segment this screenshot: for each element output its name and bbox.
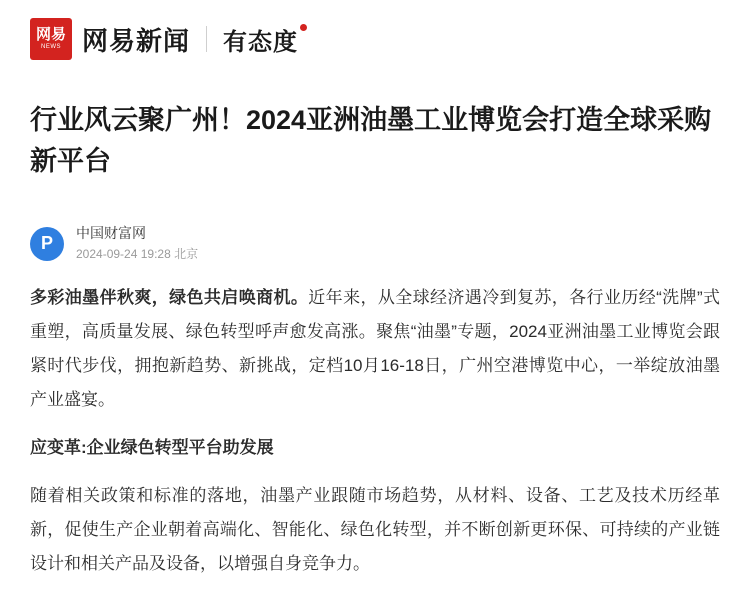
paragraph-subheading: 应变革:企业绿色转型平台助发展 — [30, 438, 274, 458]
source-name[interactable]: 中国财富网 — [76, 225, 146, 242]
logo-mark-en: NEWS — [41, 44, 61, 50]
slogan-text: 有态度 — [223, 28, 299, 56]
article-body — [0, 263, 750, 581]
site-slogan — [223, 22, 298, 57]
paragraph-text: 近年来，从全球经济遇冷到复苏，各行业历经“洗牌”式重塑，高质量发展、绿色转型呼声愈发高涨。聚焦“油墨”专题，2024亚洲油墨工业博览会跟紧时代步伐，拥抱新趋势、新挑战，定档10月16-18日，广州空港博览中心，一举绽放油墨产业盛宴。 — [30, 288, 721, 410]
header-divider — [206, 26, 207, 52]
paragraph — [30, 281, 720, 417]
paragraph-lead: 多彩油墨伴秋爽，绿色共启唤商机。 — [30, 288, 309, 308]
publish-time: 2024-09-24 19:28 北京 — [76, 247, 199, 262]
netease-logo-icon[interactable] — [30, 18, 72, 60]
site-header — [0, 0, 750, 74]
paragraph: 随着相关政策和标准的落地，油墨产业跟随市场趋势，从材料、设备、工艺及技术历经革新，促使生产企业朝着高端化、智能化、绿色化转型，并不断创新更环保、可持续的产业链设计和相关产品及设备，以增强自身竞争力。 — [30, 486, 720, 574]
page-title: 行业风云聚广州！2024亚洲油墨工业博览会打造全球采购新平台 — [30, 105, 712, 177]
logo-mark-cn: 网易 — [35, 26, 66, 43]
source-row — [0, 200, 750, 263]
slogan-dot-icon — [300, 24, 307, 31]
avatar[interactable]: P — [30, 227, 64, 261]
site-name[interactable]: 网易新闻 — [82, 25, 191, 56]
source-meta — [76, 224, 198, 263]
